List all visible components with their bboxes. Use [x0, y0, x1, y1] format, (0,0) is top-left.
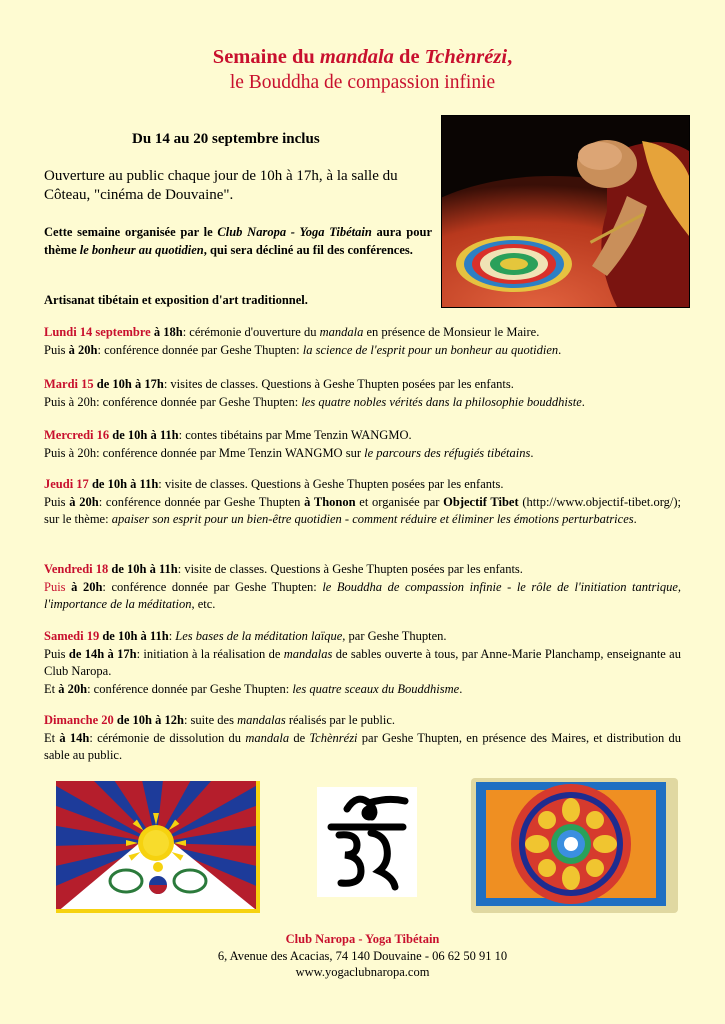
- event-dates: Du 14 au 20 septembre inclus: [132, 131, 320, 147]
- program-tuesday: Mardi 15 de 10h à 17h: visites de classes. Questions à Geshe Thupten posées par les enfants. Puis à 20h: conférence donnée par Geshe Thupten: les quatre nobles vérités dans la philosophie bouddhiste.: [44, 377, 585, 409]
- sand-mandala-photo: [471, 778, 678, 913]
- footer: [0, 931, 725, 981]
- title-line-1: Semaine du mandala de Tchènrézi,: [212, 46, 513, 68]
- footer-website[interactable]: www.yogaclubnaropa.com: [295, 965, 430, 979]
- monk-mandala-photo: [441, 115, 690, 308]
- program-friday: Vendredi 18 de 10h à 11h: visite de classes. Questions à Geshe Thupten posées par les enfants. Puis à 20h: conférence donnée par Geshe Thupten: le Bouddha de compassion infinie - le rôle de l'initiation tantrique, l'importance de la méditation, etc.: [44, 562, 682, 611]
- program-wednesday: Mercredi 16 de 10h à 11h: contes tibétains par Mme Tenzin WANGMO. Puis à 20h: conférence donnée par Mme Tenzin WANGMO sur le parcours des réfugiés tibétains.: [44, 428, 534, 460]
- tibetan-flag-icon: [56, 781, 260, 913]
- footer-address: 6, Avenue des Acacias, 74 140 Douvaine - 06 62 50 91 10: [217, 948, 508, 963]
- artisanat-line: Artisanat tibétain et exposition d'art traditionnel.: [44, 293, 308, 307]
- intro-paragraph: Cette semaine organisée par le Club Naropa - Yoga Tibétain aura pour thème le bonheur au quotidien, qui sera décliné au fil des conférences.: [44, 225, 432, 257]
- footer-club-name: Club Naropa - Yoga Tibétain: [285, 932, 440, 946]
- program-saturday: Samedi 19 de 10h à 11h: Les bases de la méditation laïque, par Geshe Thupten. Puis de 14h à 17h: initiation à la réalisation de mandalas de sables ouverte à tous, par Anne-Marie Planchamp, enseignante au Club Naropa. Et à 20h: conférence donnée par Geshe Thupten: les quatre sceaux du Bouddhisme.: [44, 629, 681, 696]
- page-title: [0, 44, 725, 96]
- program-monday: Lundi 14 septembre à 18h: cérémonie d'ouverture du mandala en présence de Monsieur le Maire. Puis à 20h: conférence donnée par Geshe Thupten: la science de l'esprit pour un bonheur au quotidien.: [44, 325, 562, 357]
- opening-hours: Ouverture au public chaque jour de 10h à 17h, à la salle du Côteau, "cinéma de Douvaine".: [44, 168, 398, 203]
- program-sunday: Dimanche 20 de 10h à 12h: suite des mandalas réalisés par le public. Et à 14h: cérémonie de dissolution du mandala de Tchènrézi par Geshe Thupten, en présence des Maires, et distribution du sable au public.: [44, 713, 682, 762]
- program-thursday: Jeudi 17 de 10h à 11h: visite de classes. Questions à Geshe Thupten posées par les enfants. Puis à 20h: conférence donnée par Geshe Thupten à Thonon et organisée par Objectif Tibet (http://www.objectif-tibet.org/); sur le thème: apaiser son esprit pour un bien-être quotidien - comment réduire et éliminer les émotions perturbatrices.: [44, 477, 682, 526]
- title-line-2: le Bouddha de compassion infinie: [229, 72, 496, 93]
- om-syllable-icon: [317, 787, 417, 897]
